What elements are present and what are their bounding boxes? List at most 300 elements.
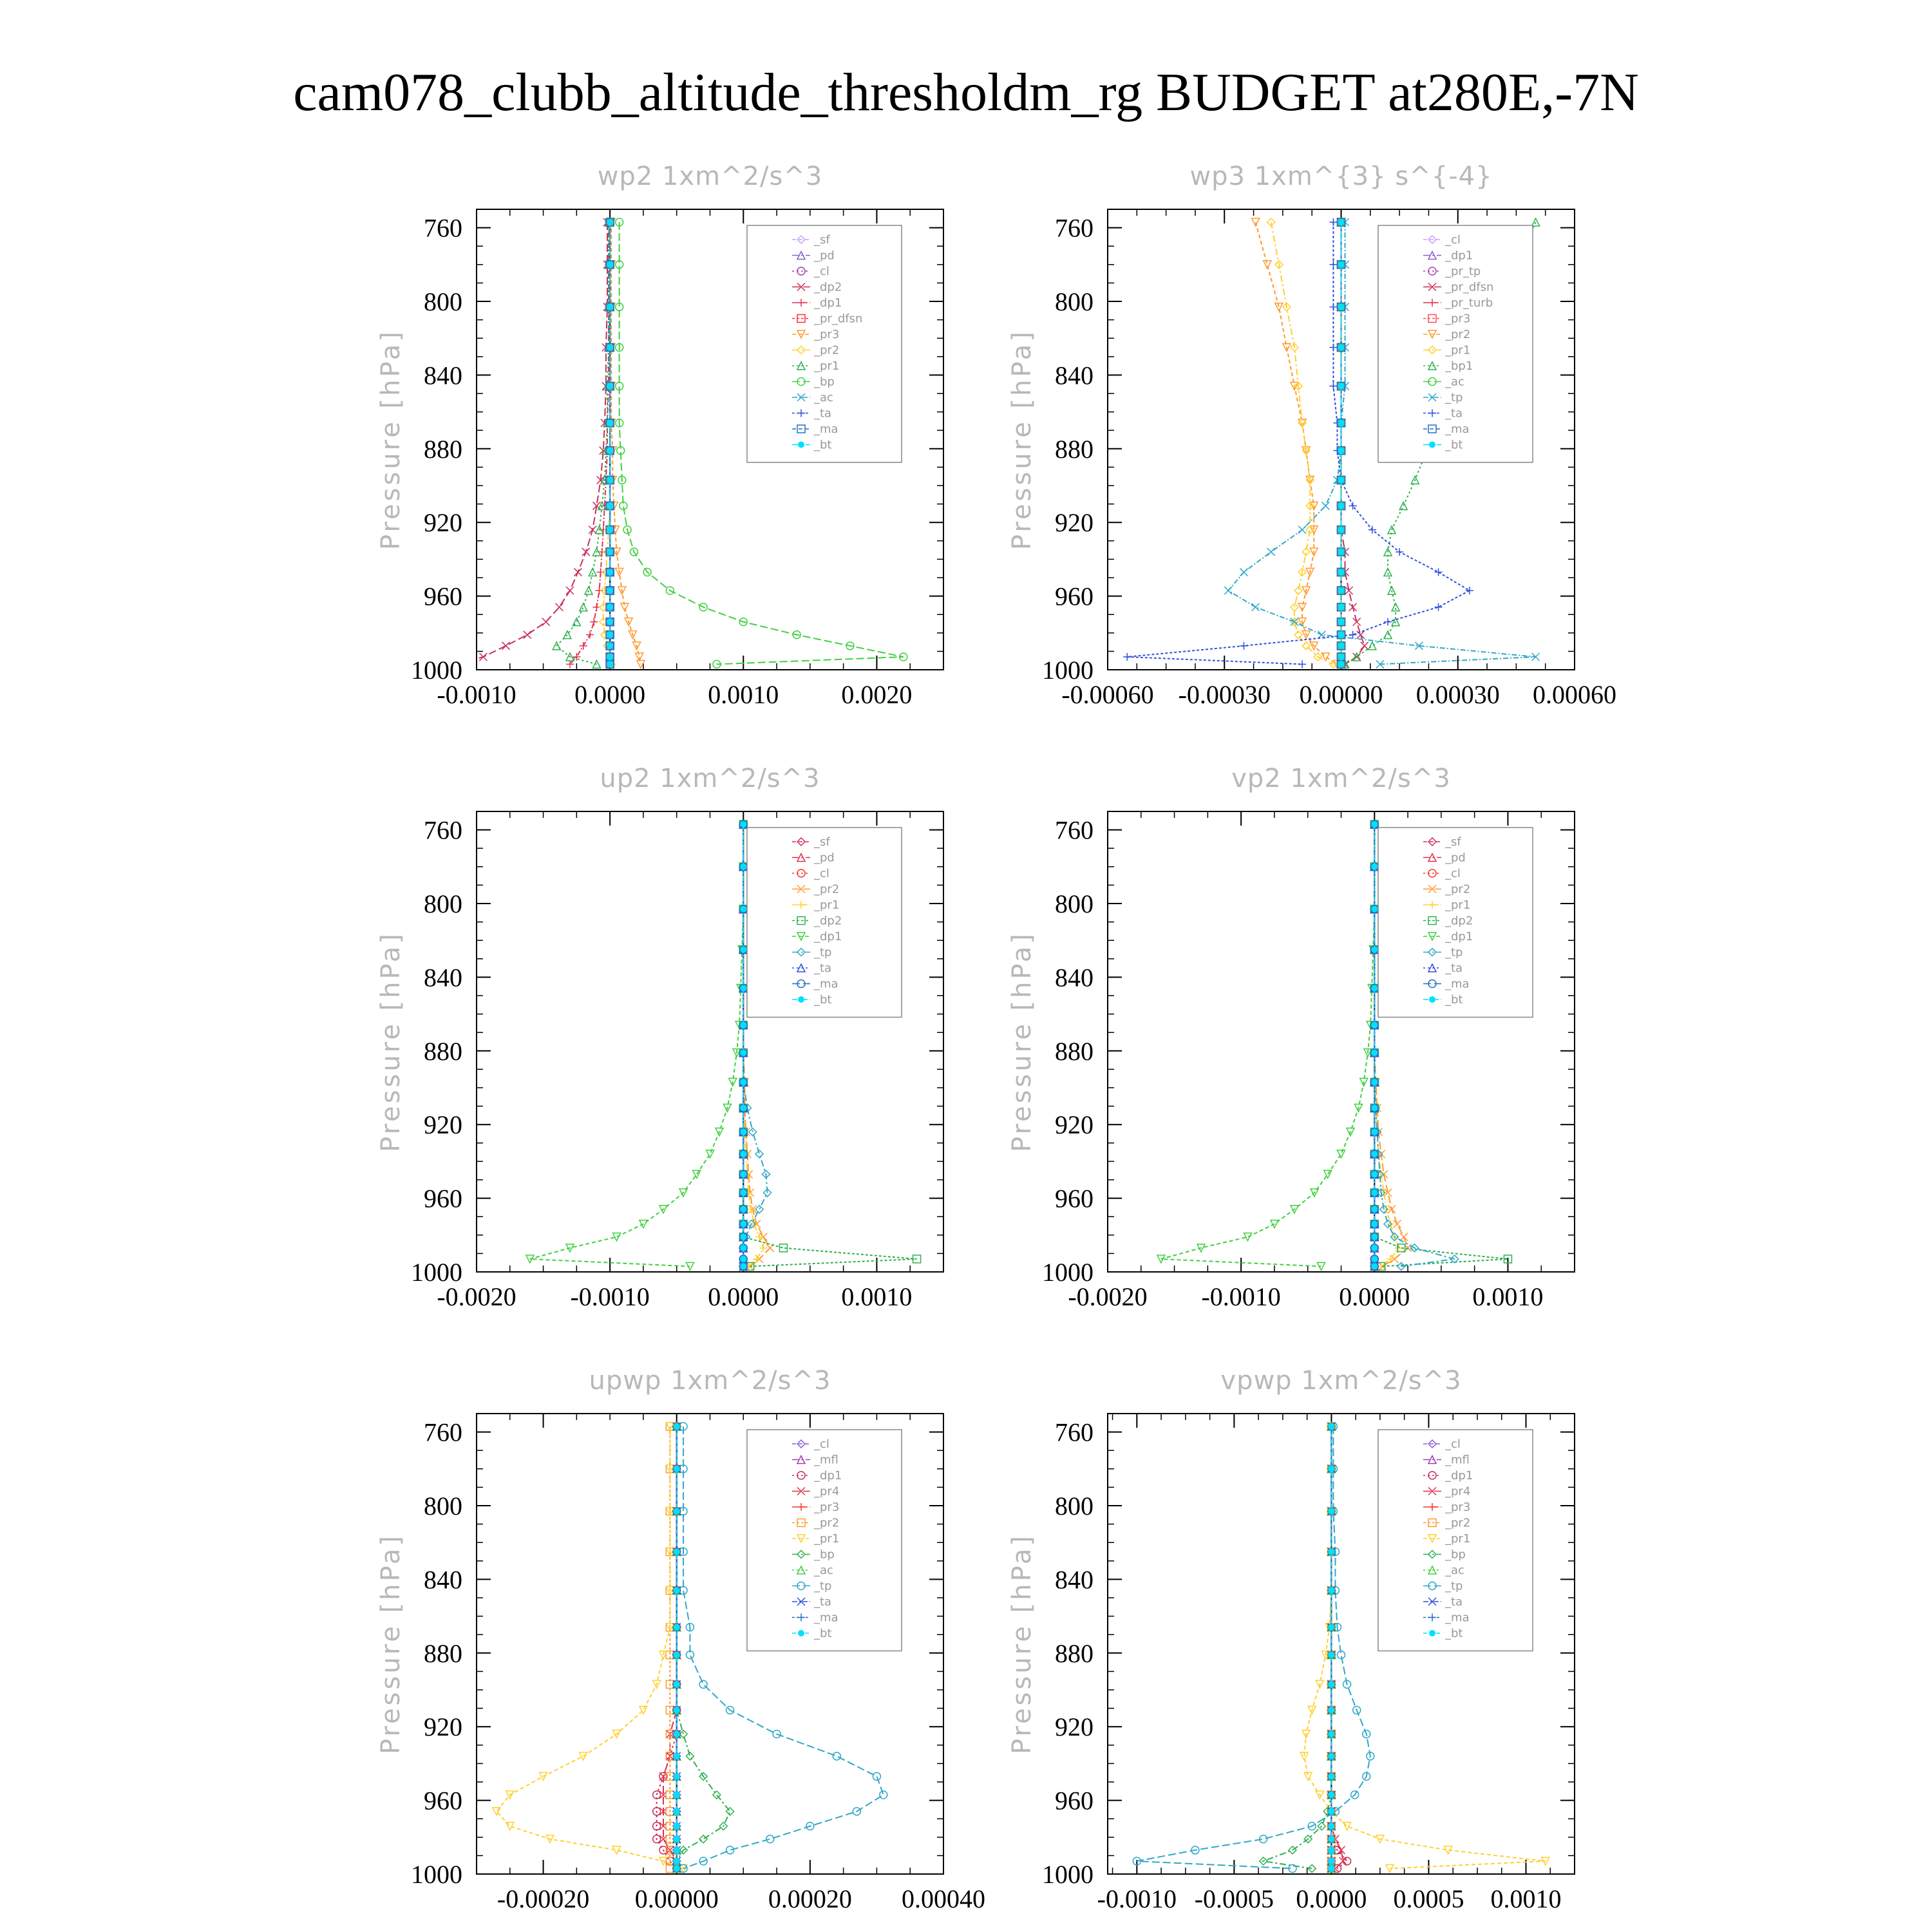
data-point bbox=[1338, 477, 1345, 483]
data-point bbox=[1384, 618, 1392, 626]
data-point bbox=[598, 548, 606, 556]
legend-label: _sf bbox=[814, 233, 830, 247]
data-point bbox=[740, 906, 746, 913]
data-point bbox=[674, 1792, 680, 1798]
legend bbox=[747, 225, 902, 462]
panel-title: wp2 1xm^2/s^3 bbox=[597, 162, 823, 191]
legend bbox=[1378, 225, 1533, 462]
y-tick-label: 960 bbox=[1055, 1184, 1094, 1213]
data-point bbox=[582, 548, 590, 556]
data-point bbox=[607, 383, 613, 390]
data-point bbox=[740, 864, 746, 870]
data-point bbox=[833, 1752, 840, 1760]
chart-panel-4 bbox=[1007, 764, 1575, 1311]
legend-label: _bt bbox=[1445, 438, 1463, 452]
legend-label: _cl bbox=[1445, 867, 1461, 880]
data-point bbox=[674, 1847, 680, 1853]
legend-label: _mfl bbox=[814, 1453, 838, 1467]
data-point bbox=[1371, 1151, 1378, 1157]
legend-label: _sf bbox=[1445, 835, 1461, 849]
data-point bbox=[1328, 1773, 1334, 1779]
data-point bbox=[1368, 642, 1376, 650]
data-point bbox=[1338, 448, 1345, 454]
data-point bbox=[596, 587, 603, 594]
data-point bbox=[749, 1128, 757, 1136]
legend-label: _ta bbox=[814, 1595, 832, 1609]
legend-label: _bt bbox=[814, 993, 832, 1007]
series-line-pr1 bbox=[556, 222, 609, 664]
data-point bbox=[1338, 654, 1345, 660]
y-tick-label: 760 bbox=[1055, 1417, 1094, 1447]
data-point bbox=[873, 1772, 880, 1780]
series-line-bp bbox=[677, 1426, 730, 1868]
series-line-pr1 bbox=[497, 1426, 683, 1868]
legend-label: _pr1 bbox=[1445, 898, 1471, 912]
data-point bbox=[1329, 218, 1337, 226]
data-point bbox=[1240, 568, 1247, 576]
legend-label: _ac bbox=[1445, 1564, 1464, 1577]
data-point bbox=[1328, 1624, 1334, 1631]
legend-label: _pr_dfsn bbox=[1445, 280, 1494, 294]
data-point bbox=[740, 985, 746, 992]
data-point bbox=[1371, 947, 1378, 953]
series-line-dp2 bbox=[457, 222, 607, 664]
legend-label: _ma bbox=[1445, 977, 1470, 991]
data-point bbox=[580, 642, 587, 650]
x-tick-label: -0.0010 bbox=[570, 1282, 650, 1311]
data-point bbox=[542, 618, 550, 626]
data-point bbox=[607, 477, 613, 483]
data-point bbox=[1338, 643, 1345, 649]
legend-label: _pr1 bbox=[1445, 1532, 1471, 1546]
data-point bbox=[740, 1104, 746, 1111]
legend-label: _dp1 bbox=[1445, 249, 1473, 263]
data-point bbox=[607, 654, 613, 660]
y-tick-label: 1000 bbox=[1042, 1860, 1094, 1889]
legend-label: _pr2 bbox=[1445, 882, 1471, 896]
legend-label: _bt bbox=[1445, 993, 1463, 1007]
legend-label: _dp1 bbox=[1445, 1469, 1473, 1482]
legend-label: _pr_tp bbox=[1445, 265, 1481, 278]
legend-label: _mfl bbox=[1445, 1453, 1470, 1467]
data-point bbox=[479, 653, 487, 661]
y-tick-label: 880 bbox=[1055, 1638, 1094, 1668]
data-point bbox=[1328, 1847, 1334, 1853]
y-tick-label: 840 bbox=[1055, 361, 1094, 390]
legend-label: _ta bbox=[1445, 406, 1463, 421]
x-tick-label: 0.00000 bbox=[1299, 680, 1383, 709]
legend-label: _ta bbox=[1445, 961, 1463, 975]
data-point bbox=[1298, 660, 1306, 668]
data-point bbox=[1371, 1234, 1378, 1240]
y-tick-label: 1000 bbox=[1042, 1258, 1094, 1287]
data-point bbox=[740, 1206, 746, 1213]
data-point bbox=[1371, 1256, 1378, 1262]
data-point bbox=[1338, 604, 1345, 611]
chart-panel-1 bbox=[376, 162, 943, 709]
data-point bbox=[1371, 1221, 1378, 1227]
data-point bbox=[1328, 1731, 1334, 1738]
y-tick-label: 920 bbox=[424, 1110, 462, 1140]
y-tick-label: 760 bbox=[424, 1417, 462, 1447]
y-tick-label: 880 bbox=[1055, 434, 1094, 464]
y-axis-label: Pressure [hPa] bbox=[376, 1533, 406, 1754]
data-point bbox=[1371, 1050, 1378, 1056]
data-point bbox=[1371, 1022, 1378, 1028]
data-point bbox=[1294, 631, 1302, 639]
data-point bbox=[1338, 502, 1345, 509]
legend-label: _pd bbox=[814, 249, 835, 263]
data-point bbox=[740, 1022, 746, 1028]
series-line-pr1 bbox=[1271, 222, 1334, 664]
data-point bbox=[574, 568, 582, 576]
x-tick-label: 0.0000 bbox=[1296, 1884, 1367, 1913]
x-tick-label: -0.0020 bbox=[1068, 1282, 1148, 1311]
legend-label: _ac bbox=[814, 1564, 833, 1577]
data-point bbox=[1435, 603, 1443, 611]
y-tick-label: 880 bbox=[424, 434, 462, 464]
data-point bbox=[1264, 261, 1271, 269]
data-point bbox=[674, 1466, 680, 1472]
data-point bbox=[1338, 661, 1345, 667]
data-point bbox=[607, 304, 613, 310]
legend-label: _pr1 bbox=[814, 898, 840, 912]
y-tick-label: 760 bbox=[1055, 815, 1094, 845]
y-tick-label: 840 bbox=[1055, 1565, 1094, 1595]
data-point bbox=[1329, 261, 1337, 269]
panel-title: vp2 1xm^2/s^3 bbox=[1231, 764, 1451, 793]
series-line-dp1 bbox=[657, 1426, 677, 1868]
data-point bbox=[674, 1731, 680, 1738]
data-point bbox=[1338, 569, 1345, 575]
legend-label: _ac bbox=[1445, 375, 1464, 389]
legend-label: _pr1 bbox=[1445, 343, 1471, 357]
x-tick-label: -0.0010 bbox=[1097, 1884, 1177, 1913]
data-point bbox=[1353, 618, 1361, 626]
data-point bbox=[1343, 1857, 1351, 1865]
data-point bbox=[502, 642, 510, 650]
legend-label: _dp1 bbox=[814, 930, 842, 943]
y-tick-label: 800 bbox=[1055, 889, 1094, 918]
data-point bbox=[1338, 587, 1345, 594]
data-point bbox=[1338, 619, 1345, 625]
data-point bbox=[740, 1129, 746, 1135]
data-point bbox=[1224, 587, 1232, 594]
data-point bbox=[1328, 1792, 1334, 1798]
legend-label: _pr_turb bbox=[1445, 296, 1493, 310]
data-point bbox=[1338, 632, 1345, 638]
legend-label: _tp bbox=[1445, 1579, 1463, 1593]
legend-marker bbox=[1429, 442, 1435, 448]
data-point bbox=[1371, 1079, 1378, 1085]
y-tick-label: 840 bbox=[424, 361, 462, 390]
data-point bbox=[740, 1221, 746, 1227]
data-point bbox=[1338, 1150, 1345, 1158]
data-point bbox=[674, 1773, 680, 1779]
x-tick-label: -0.0020 bbox=[437, 1282, 516, 1311]
data-point bbox=[1371, 1189, 1378, 1196]
data-point bbox=[1371, 1245, 1378, 1251]
data-point bbox=[766, 1835, 774, 1843]
y-tick-label: 1000 bbox=[1042, 656, 1094, 685]
data-point bbox=[740, 1050, 746, 1056]
data-point bbox=[1328, 1587, 1334, 1594]
y-tick-label: 1000 bbox=[411, 1860, 462, 1889]
data-point bbox=[674, 1423, 680, 1430]
legend-label: _dp2 bbox=[814, 914, 842, 928]
data-point bbox=[1357, 631, 1365, 639]
y-tick-label: 1000 bbox=[411, 1258, 462, 1287]
data-point bbox=[1371, 1263, 1378, 1269]
legend-label: _pr1 bbox=[814, 1532, 840, 1546]
data-point bbox=[674, 1858, 680, 1864]
data-point bbox=[740, 1079, 746, 1085]
y-tick-label: 800 bbox=[1055, 1492, 1094, 1520]
data-point bbox=[755, 1150, 763, 1158]
data-point bbox=[1298, 526, 1306, 534]
data-point bbox=[1329, 303, 1337, 311]
legend-label: _dp1 bbox=[814, 1469, 842, 1482]
data-point bbox=[699, 1680, 707, 1688]
y-tick-label: 920 bbox=[1055, 1110, 1094, 1140]
panel-title: wp3 1xm^{3} s^{-4} bbox=[1189, 162, 1493, 191]
legend-label: _ta bbox=[814, 406, 832, 421]
data-point bbox=[1252, 603, 1260, 611]
data-point bbox=[1338, 383, 1345, 390]
y-tick-label: 1000 bbox=[411, 656, 462, 685]
legend-label: _pr2 bbox=[1445, 1516, 1471, 1530]
data-point bbox=[1435, 568, 1443, 576]
data-point bbox=[740, 1263, 746, 1269]
data-point bbox=[1361, 642, 1368, 650]
data-point bbox=[674, 1836, 680, 1842]
data-point bbox=[607, 345, 613, 351]
data-point bbox=[1371, 1206, 1378, 1213]
data-point bbox=[607, 619, 613, 625]
data-point bbox=[1328, 1823, 1334, 1830]
data-point bbox=[1338, 304, 1345, 310]
x-tick-label: 0.0005 bbox=[1393, 1884, 1464, 1913]
data-point bbox=[726, 1846, 734, 1854]
data-point bbox=[1328, 1549, 1334, 1555]
y-tick-label: 760 bbox=[424, 213, 462, 243]
data-point bbox=[1329, 344, 1337, 352]
data-point bbox=[1338, 261, 1345, 268]
legend-label: _tp bbox=[814, 945, 832, 960]
panel-title: up2 1xm^2/s^3 bbox=[600, 764, 820, 793]
data-point bbox=[1371, 906, 1378, 913]
data-point bbox=[1321, 502, 1329, 509]
panel-title: upwp 1xm^2/s^3 bbox=[589, 1366, 831, 1396]
y-tick-label: 920 bbox=[1055, 1712, 1094, 1742]
data-point bbox=[740, 1234, 746, 1240]
x-tick-label: 0.0000 bbox=[708, 1282, 779, 1311]
y-tick-label: 960 bbox=[1055, 1786, 1094, 1815]
data-point bbox=[590, 618, 598, 626]
data-point bbox=[607, 661, 613, 667]
legend-label: _pr2 bbox=[814, 1516, 840, 1530]
legend-label: _bt bbox=[814, 438, 832, 452]
x-tick-label: -0.0010 bbox=[1201, 1282, 1281, 1311]
chart-panel-2 bbox=[1007, 162, 1616, 709]
legend-marker bbox=[1429, 1630, 1435, 1636]
y-tick-label: 880 bbox=[424, 1638, 462, 1668]
y-axis-label: Pressure [hPa] bbox=[1007, 329, 1037, 550]
data-point bbox=[1400, 1233, 1408, 1241]
legend-label: _pr2 bbox=[814, 882, 840, 896]
data-point bbox=[1328, 1858, 1334, 1864]
data-point bbox=[589, 526, 596, 534]
data-point bbox=[607, 502, 613, 509]
y-axis-label: Pressure [hPa] bbox=[376, 931, 406, 1152]
legend-label: _tp bbox=[1445, 391, 1463, 404]
data-point bbox=[1371, 1104, 1378, 1111]
legend-label: _pr2 bbox=[814, 343, 840, 357]
data-point bbox=[1394, 1220, 1401, 1228]
y-tick-label: 840 bbox=[424, 963, 462, 992]
data-point bbox=[607, 219, 613, 225]
data-point bbox=[1328, 1652, 1334, 1658]
legend-label: _ta bbox=[814, 961, 832, 975]
x-tick-label: 0.0010 bbox=[708, 680, 779, 709]
legend-label: _pr3 bbox=[814, 328, 840, 341]
legend-label: _ma bbox=[814, 977, 838, 991]
x-tick-label: 0.00020 bbox=[768, 1884, 852, 1913]
legend-label: _bp1 bbox=[1445, 359, 1473, 373]
legend-label: _pr3 bbox=[1445, 312, 1471, 326]
data-point bbox=[674, 1707, 680, 1713]
y-tick-label: 880 bbox=[1055, 1036, 1094, 1066]
data-point bbox=[740, 1189, 746, 1196]
x-tick-label: -0.00020 bbox=[497, 1884, 590, 1913]
data-point bbox=[1267, 548, 1275, 556]
legend-label: _pr1 bbox=[814, 359, 840, 373]
data-point bbox=[524, 631, 531, 639]
data-point bbox=[1328, 1753, 1334, 1759]
data-point bbox=[674, 1587, 680, 1594]
series-line-tp bbox=[1137, 1426, 1370, 1868]
data-point bbox=[674, 1808, 680, 1815]
data-point bbox=[1328, 1808, 1334, 1815]
data-point bbox=[1328, 1707, 1334, 1713]
data-point bbox=[607, 527, 613, 533]
legend-label: _cl bbox=[814, 1437, 829, 1451]
y-axis-label: Pressure [hPa] bbox=[1007, 1533, 1037, 1754]
data-point bbox=[597, 568, 605, 576]
chart-panel-5 bbox=[376, 1366, 985, 1913]
y-tick-label: 800 bbox=[424, 1492, 462, 1520]
x-tick-label: 0.00060 bbox=[1533, 680, 1616, 709]
data-point bbox=[1338, 549, 1345, 555]
legend bbox=[747, 1430, 902, 1651]
legend-label: _cl bbox=[1445, 233, 1461, 247]
y-axis-label: Pressure [hPa] bbox=[1007, 931, 1037, 1152]
data-point bbox=[753, 1255, 761, 1263]
data-point bbox=[1338, 527, 1345, 533]
y-tick-label: 800 bbox=[1055, 287, 1094, 316]
data-point bbox=[1466, 587, 1473, 594]
data-point bbox=[1328, 1466, 1334, 1472]
chart-panel-3 bbox=[376, 764, 943, 1311]
data-point bbox=[607, 549, 613, 555]
data-point bbox=[674, 1652, 680, 1658]
legend bbox=[1378, 828, 1533, 1018]
legend-marker bbox=[798, 1630, 804, 1636]
x-tick-label: 0.00040 bbox=[902, 1884, 985, 1913]
series-line-dp1 bbox=[530, 824, 743, 1266]
data-point bbox=[1371, 1171, 1378, 1177]
legend-label: _bp bbox=[814, 1548, 835, 1562]
series-line-dp1 bbox=[570, 222, 609, 664]
y-tick-label: 960 bbox=[424, 1786, 462, 1815]
data-point bbox=[607, 261, 613, 268]
legend-label: _cl bbox=[814, 265, 829, 278]
data-point bbox=[880, 1791, 887, 1799]
data-point bbox=[674, 1549, 680, 1555]
x-tick-label: 0.0010 bbox=[841, 1282, 913, 1311]
y-tick-label: 840 bbox=[424, 1565, 462, 1595]
x-tick-label: 0.0010 bbox=[1490, 1884, 1562, 1913]
data-point bbox=[607, 420, 613, 426]
data-point bbox=[674, 1508, 680, 1515]
legend bbox=[1378, 1430, 1533, 1651]
y-tick-label: 960 bbox=[424, 582, 462, 611]
data-point bbox=[566, 587, 574, 594]
legend bbox=[747, 828, 902, 1018]
legend-label: _ma bbox=[1445, 422, 1470, 436]
data-point bbox=[1328, 1423, 1334, 1430]
legend-label: _dp1 bbox=[814, 296, 842, 310]
x-tick-label: -0.0005 bbox=[1194, 1884, 1274, 1913]
data-point bbox=[755, 1206, 763, 1213]
data-point bbox=[1328, 1508, 1334, 1515]
data-point bbox=[674, 1681, 680, 1687]
data-point bbox=[740, 1256, 746, 1262]
legend-label: _ta bbox=[1445, 1595, 1463, 1609]
data-point bbox=[1329, 383, 1337, 390]
legend-label: _tp bbox=[814, 1579, 832, 1593]
legend-label: _bp bbox=[1445, 1548, 1466, 1562]
x-tick-label: 0.0010 bbox=[1472, 1282, 1544, 1311]
data-point bbox=[740, 947, 746, 953]
data-point bbox=[674, 1865, 680, 1871]
legend-label: _dp1 bbox=[1445, 930, 1473, 943]
y-tick-label: 760 bbox=[1055, 213, 1094, 243]
legend-label: _pd bbox=[814, 851, 835, 865]
y-tick-label: 800 bbox=[424, 889, 462, 918]
chart-panel-6 bbox=[1007, 1366, 1575, 1913]
legend-label: _tp bbox=[1445, 945, 1463, 960]
legend-label: _ma bbox=[1445, 1611, 1470, 1625]
data-point bbox=[607, 643, 613, 649]
legend-label: _ma bbox=[814, 422, 838, 436]
legend-label: _pr4 bbox=[814, 1484, 840, 1499]
legend-marker bbox=[798, 442, 804, 448]
legend-label: _ac bbox=[814, 391, 833, 404]
data-point bbox=[740, 1171, 746, 1177]
legend-label: _pr4 bbox=[1445, 1484, 1471, 1499]
x-tick-label: -0.00030 bbox=[1178, 680, 1271, 709]
y-tick-label: 960 bbox=[424, 1184, 462, 1213]
page-title: cam078_clubb_altitude_thresholdm_rg BUDGET at280E,-7N bbox=[293, 62, 1639, 122]
x-tick-label: -0.00060 bbox=[1061, 680, 1154, 709]
legend-label: _bt bbox=[814, 1627, 832, 1640]
x-tick-label: 0.0000 bbox=[574, 680, 646, 709]
data-point bbox=[555, 603, 563, 611]
y-tick-label: 960 bbox=[1055, 582, 1094, 611]
legend-label: _ma bbox=[814, 1611, 838, 1625]
legend-marker bbox=[1429, 996, 1435, 1003]
